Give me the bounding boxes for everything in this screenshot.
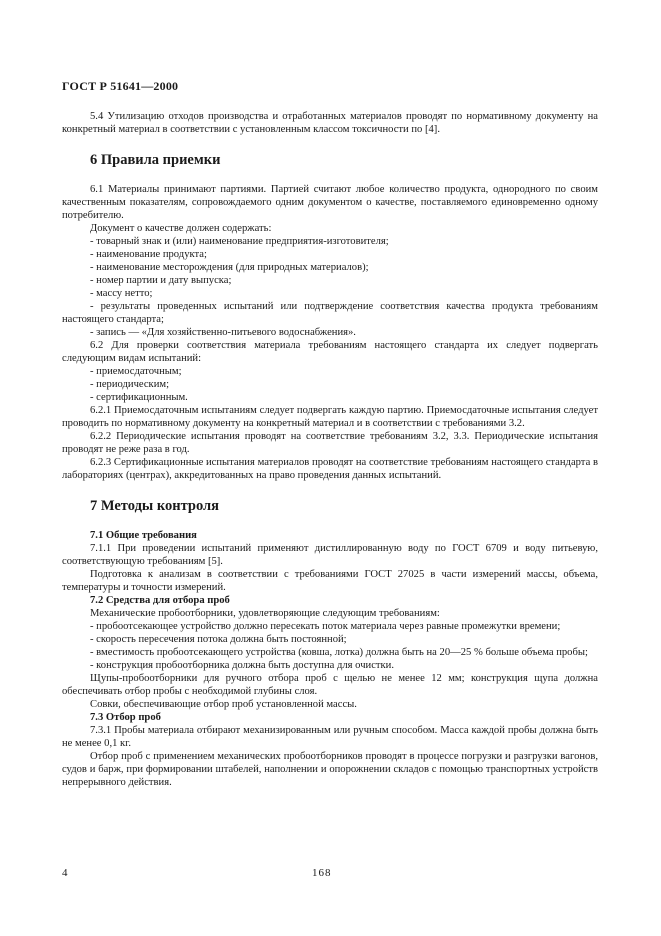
paragraph-6-2: 6.2 Для проверки соответствия материала требованиям настоящего стандарта их следует подвергать следующим видам испытаний:	[62, 340, 598, 364]
list-item: - сертификационным.	[90, 392, 188, 403]
paragraph-6-2-2: 6.2.2 Периодические испытания проводят на соответствие требованиям 3.2, 3.3. Периодические испытания проводят не реже раза в год.	[62, 431, 598, 455]
list-item: - приемосдаточным;	[90, 366, 182, 377]
paragraph-7-3-mech: Отбор проб с применением механических пробоотборников проводят в процессе погрузки и разгрузки вагонов, судов и барж, при формировании штабелей, наполнении и опорожнении складов с помощью транспортных устройств непрерывного действия.	[62, 751, 598, 788]
list-item: - наименование месторождения (для природных материалов);	[90, 262, 369, 273]
subsection-7-1-title: 7.1 Общие требования	[90, 530, 197, 541]
list-item: - наименование продукта;	[90, 249, 207, 260]
paragraph-5-4: 5.4 Утилизацию отходов производства и отработанных материалов проводят по нормативному документу на конкретный материал в соответствии с установленным классом токсичности по [4].	[62, 111, 598, 135]
paragraph-probes: Щупы-пробоотборники для ручного отбора проб с щелью не менее 12 мм; конструкция щупа должна обеспечивать отбор пробы с необходимой глубины слоя.	[62, 673, 598, 697]
samplers-intro: Механические пробоотборники, удовлетворяющие следующим требованиям:	[90, 608, 440, 619]
list-item: - пробоотсекающее устройство должно пересекать поток материала через равные промежутки времени;	[90, 621, 561, 632]
page-number: 4	[62, 867, 68, 879]
subsection-7-2-title: 7.2 Средства для отбора проб	[90, 595, 230, 606]
section-7-title: 7 Методы контроля	[90, 498, 220, 514]
list-item: - массу нетто;	[90, 288, 153, 299]
paragraph-7-1-1: 7.1.1 При проведении испытаний применяют дистиллированную воду по ГОСТ 6709 и воду питьевую, соответствующую требованиям [5].	[62, 543, 598, 567]
list-item: - скорость пересечения потока должна быть постоянной;	[90, 634, 347, 645]
list-item: - результаты проведенных испытаний или подтверждение соответствия качества продукта требованиям настоящего стандарта;	[62, 301, 598, 325]
subsection-7-3-title: 7.3 Отбор проб	[90, 712, 161, 723]
section-6-title: 6 Правила приемки	[90, 152, 221, 168]
list-item: - периодическим;	[90, 379, 170, 390]
list-item: - конструкция пробоотборника должна быть доступна для очистки.	[90, 660, 395, 671]
list-item: - запись — «Для хозяйственно-питьевого водоснабжения».	[90, 327, 356, 338]
quality-doc-intro: Документ о качестве должен содержать:	[90, 223, 272, 234]
paragraph-6-2-3: 6.2.3 Сертификационные испытания материалов проводят на соответствие требованиям настоящего стандарта в лабораториях (центрах), аккредитованных на право проведения данных испытаний.	[62, 457, 598, 481]
list-item: - товарный знак и (или) наименование предприятия-изготовителя;	[90, 236, 389, 247]
paragraph-7-1-prep: Подготовка к анализам в соответствии с требованиями ГОСТ 27025 в части измерений массы, объема, температуры и точности измерений.	[62, 569, 598, 593]
paragraph-6-2-1: 6.2.1 Приемосдаточным испытаниям следует подвергать каждую партию. Приемосдаточные испытания следует проводить по нормативному документу на конкретный материал и в соответствии с требованиями 3.2.	[62, 405, 598, 429]
paragraph-scoops: Совки, обеспечивающие отбор проб установленной массы.	[90, 699, 357, 710]
paragraph-6-1: 6.1 Материалы принимают партиями. Партией считают любое количество продукта, однородного по своим качественным показателям, сопровождаемого одним документом о качестве, поставляемого единовременно одному потребителю.	[62, 184, 598, 221]
list-item: - вместимость пробоотсекающего устройства (ковша, лотка) должна быть на 20—25 % больше объема пробы;	[90, 647, 588, 658]
paragraph-7-3-1: 7.3.1 Пробы материала отбирают механизированным или ручным способом. Масса каждой пробы должна быть не менее 0,1 кг.	[62, 725, 598, 749]
document-header: ГОСТ Р 51641—2000	[62, 79, 179, 93]
document-body	[62, 110, 598, 789]
list-item: - номер партии и дату выпуска;	[90, 275, 232, 286]
sheet-number: 168	[312, 867, 332, 879]
